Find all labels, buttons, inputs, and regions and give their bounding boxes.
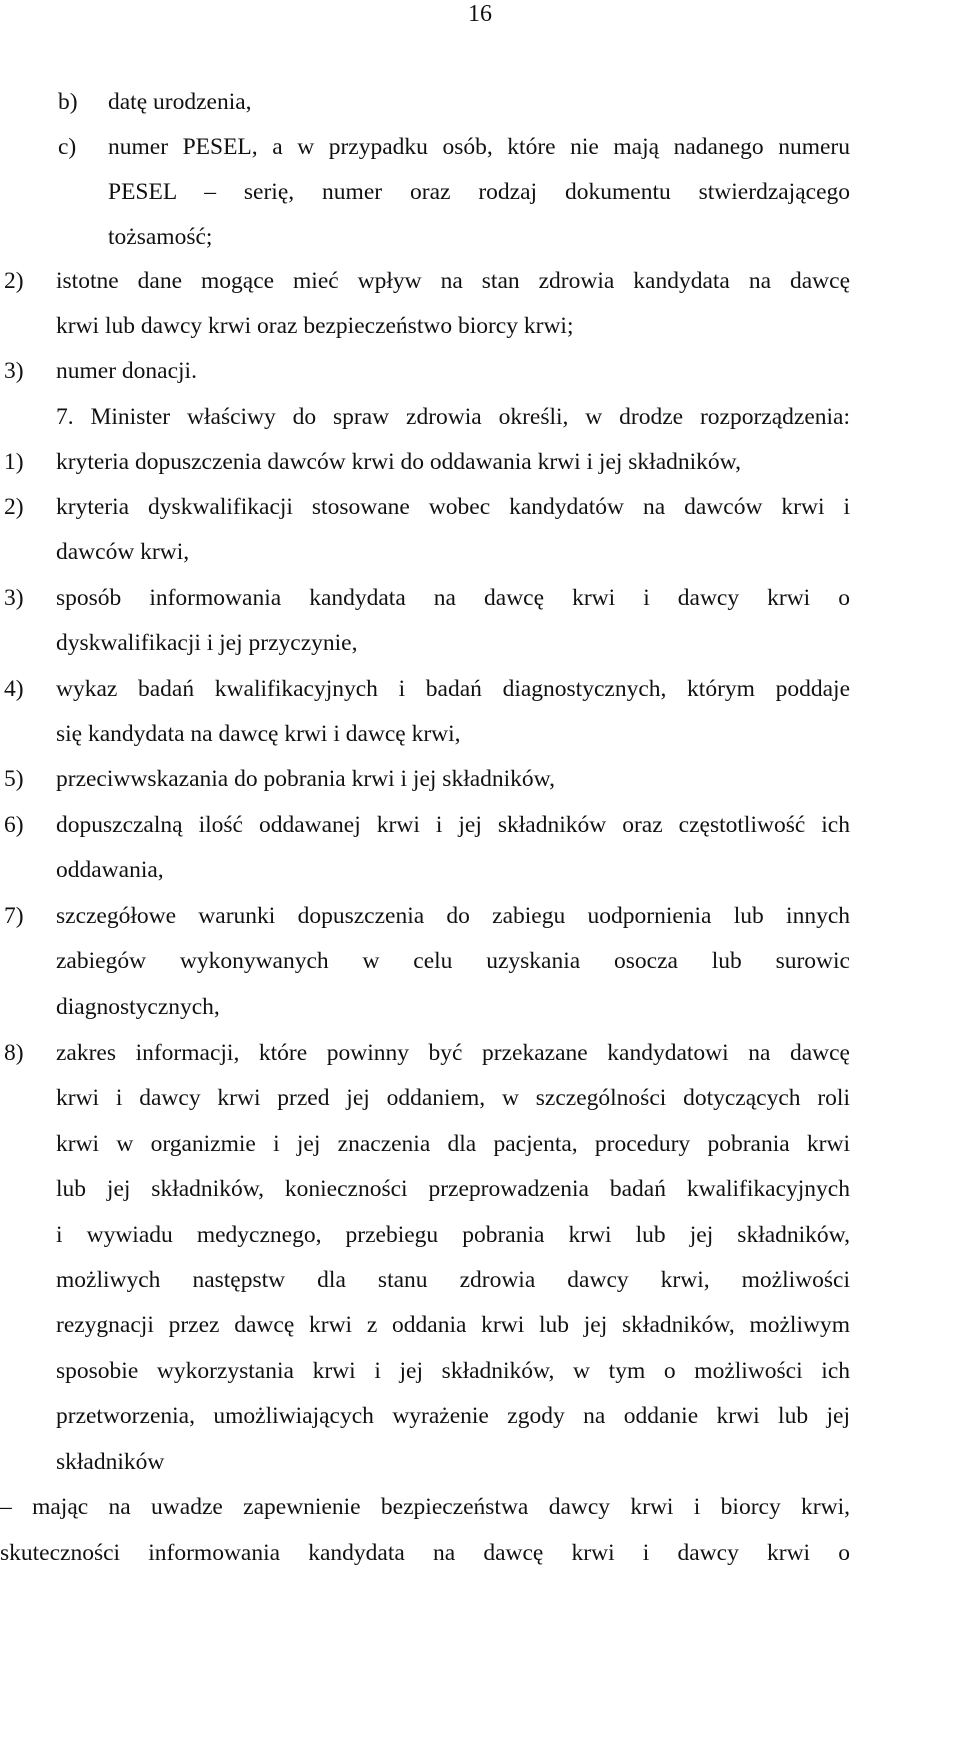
text-line: krwi i dawcy krwi przed jej oddaniem, w szczególności dotyczących roli xyxy=(56,1085,850,1111)
list-label-6: 6) xyxy=(4,812,24,838)
text-line: PESEL – serię, numer oraz rodzaj dokumentu stwierdzającego xyxy=(108,179,850,205)
text-line: kryteria dyskwalifikacji stosowane wobec kandydatów na dawców krwi i xyxy=(56,494,850,520)
text-line: istotne dane mogące mieć wpływ na stan zdrowia kandydata na dawcę xyxy=(56,268,850,294)
closing-clause-line: skuteczności informowania kandydata na dawcę krwi i dawcy krwi o xyxy=(0,1540,850,1566)
text-line: szczegółowe warunki dopuszczenia do zabiegu uodpornienia lub innych xyxy=(56,903,850,929)
text-line: kryteria dopuszczenia dawców krwi do oddawania krwi i jej składników, xyxy=(56,449,741,475)
text-line: rezygnacji przez dawcę krwi z oddania krwi lub jej składników, możliwym xyxy=(56,1312,850,1338)
list-label-8: 8) xyxy=(4,1040,24,1066)
text-line: sposobie wykorzystania krwi i jej składników, w tym o możliwości ich xyxy=(56,1358,850,1384)
text-line: sposób informowania kandydata na dawcę krwi i dawcy krwi o xyxy=(56,585,850,611)
text-line: zabiegów wykonywanych w celu uzyskania osocza lub surowic xyxy=(56,948,850,974)
text-line: możliwych następstw dla stanu zdrowia dawcy krwi, możliwości xyxy=(56,1267,850,1293)
list-label-5: 5) xyxy=(4,766,24,792)
list-label-4: 4) xyxy=(4,676,24,702)
list-label-7: 7) xyxy=(4,903,24,929)
text-line: przeciwwskazania do pobrania krwi i jej składników, xyxy=(56,766,555,792)
list-label-1: 1) xyxy=(4,449,24,475)
list-label-2: 2) xyxy=(4,494,24,520)
text-line: datę urodzenia, xyxy=(108,89,252,115)
text-line: składników xyxy=(56,1449,165,1475)
text-line: oddawania, xyxy=(56,857,164,883)
section-heading: 7. Minister właściwy do spraw zdrowia określi, w drodze rozporządzenia: xyxy=(56,404,850,430)
text-line: dopuszczalną ilość oddawanej krwi i jej składników oraz częstotliwość ich xyxy=(56,812,850,838)
text-line: wykaz badań kwalifikacyjnych i badań diagnostycznych, którym poddaje xyxy=(56,676,850,702)
page-number: 16 xyxy=(468,1,492,27)
list-label-b: b) xyxy=(58,89,78,115)
text-line: i wywiadu medycznego, przebiegu pobrania krwi lub jej składników, xyxy=(56,1222,850,1248)
text-line: przetworzenia, umożliwiających wyrażenie zgody na oddanie krwi lub jej xyxy=(56,1403,850,1429)
list-label-c: c) xyxy=(58,134,77,160)
text-line: numer PESEL, a w przypadku osób, które nie mają nadanego numeru xyxy=(108,134,850,160)
text-line: tożsamość; xyxy=(108,224,213,250)
text-line: krwi w organizmie i jej znaczenia dla pacjenta, procedury pobrania krwi xyxy=(56,1131,850,1157)
list-label-3: 3) xyxy=(4,585,24,611)
text-line: się kandydata na dawcę krwi i dawcę krwi, xyxy=(56,721,461,747)
text-line: dyskwalifikacji i jej przyczynie, xyxy=(56,630,358,656)
text-line: numer donacji. xyxy=(56,358,197,384)
text-line: krwi lub dawcy krwi oraz bezpieczeństwo biorcy krwi; xyxy=(56,313,574,339)
text-line: diagnostycznych, xyxy=(56,994,220,1020)
text-line: lub jej składników, konieczności przeprowadzenia badań kwalifikacyjnych xyxy=(56,1176,850,1202)
list-label-3: 3) xyxy=(4,358,24,384)
text-line: dawców krwi, xyxy=(56,539,190,565)
text-line: zakres informacji, które powinny być przekazane kandydatowi na dawcę xyxy=(56,1040,850,1066)
list-label-2: 2) xyxy=(4,268,24,294)
closing-clause-line: – mając na uwadze zapewnienie bezpieczeństwa dawcy krwi i biorcy krwi, xyxy=(0,1494,850,1520)
